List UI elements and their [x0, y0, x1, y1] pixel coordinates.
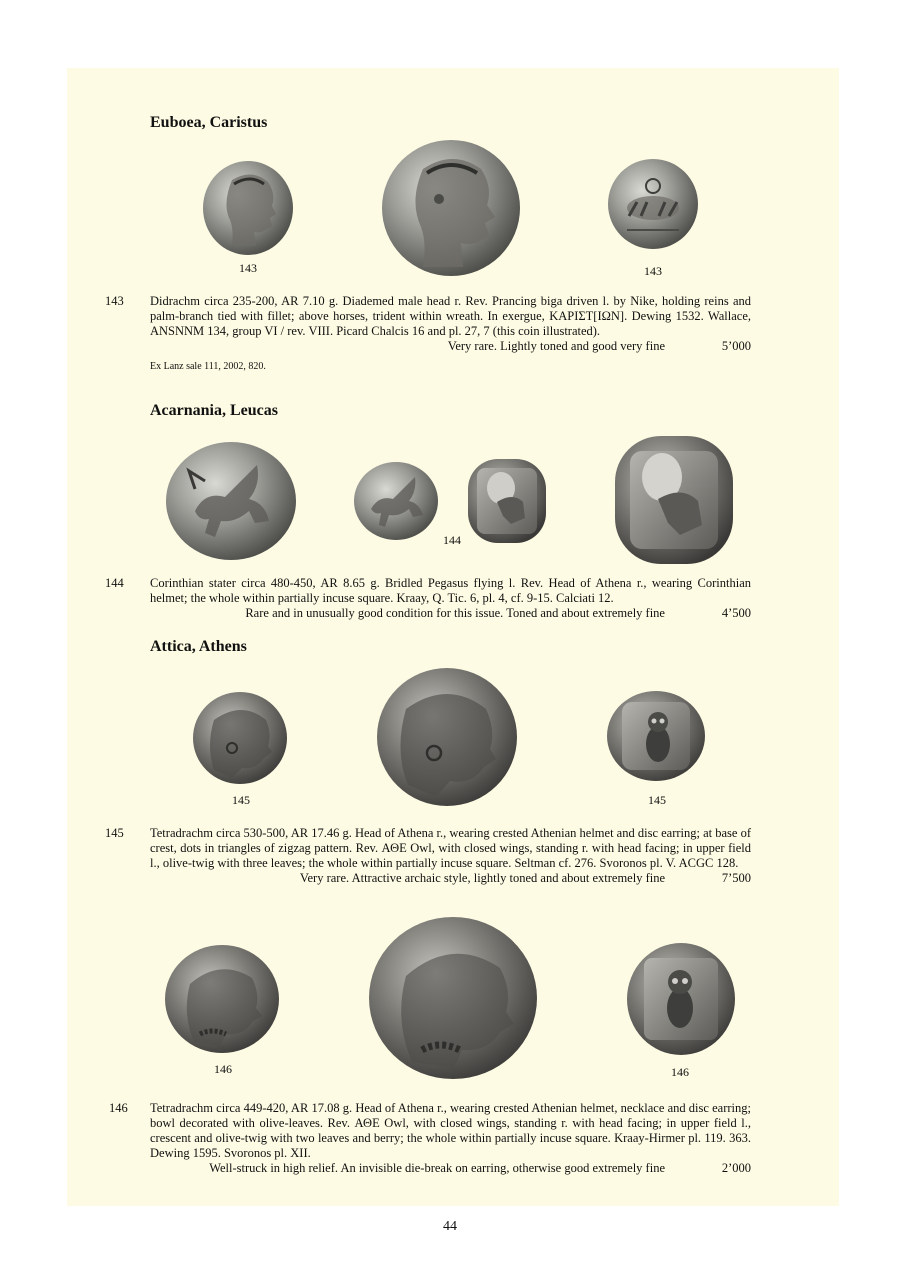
lot-number: 146: [109, 1101, 128, 1115]
coin-146-obverse: [164, 944, 280, 1054]
coin-144-reverse: [467, 458, 547, 544]
lot-description: [150, 576, 751, 621]
lot-grade: Very rare. Attractive archaic style, lightly toned and about extremely fine: [299, 871, 665, 885]
lot-provenance: Ex Lanz sale 111, 2002, 820.: [150, 361, 266, 372]
lot-grade-line: [150, 1161, 751, 1176]
lot-price: 2’000: [721, 1161, 751, 1175]
coin-caption: 146: [214, 1062, 232, 1076]
coin-145-obverse: [192, 690, 288, 786]
coin-caption: 145: [232, 793, 250, 807]
lot-number: 143: [105, 294, 124, 308]
coin-145-reverse: [606, 690, 706, 782]
section-heading-acarnania: Acarnania, Leucas: [150, 402, 278, 419]
lot-grade-line: [150, 871, 751, 886]
lot-description: [150, 826, 751, 886]
lot-description-text: Corinthian stater circa 480-450, AR 8.65 g. Bridled Pegasus flying l. Rev. Head of Athena r., wearing Corinthian helmet; the whole within partially incuse square. Kraay, Q. Tic. 6, pl. 4, cf. 9-15. Calciati 12.: [150, 576, 751, 605]
lot-number: 144: [105, 576, 124, 590]
coin-caption: 146: [671, 1065, 689, 1079]
coin-caption: 143: [239, 261, 257, 275]
coin-144-obverse-enlarged: [165, 441, 297, 561]
page-number: 44: [443, 1219, 457, 1234]
lot-grade: Very rare. Lightly toned and good very fine: [447, 339, 665, 353]
lot-number: 145: [105, 826, 124, 840]
lot-description-text: Didrachm circa 235-200, AR 7.10 g. Diademed male head r. Rev. Prancing biga driven l. by Nike, holding reins and palm-branch tied with fillet; above horses, trident within wreath. In exergue, ΚΑΡΙΣΤ[ΙΩΝ]. Dewing 1532. Wallace, ANSNNM 134, group VI / rev. VIII. Picard Chalcis 16 and pl. 27, 7 (this coin illustrated).: [150, 294, 751, 338]
lot-description-text: Tetradrachm circa 449-420, AR 17.08 g. Head of Athena r., wearing crested Athenian helmet, necklace and disc earring; bowl decorated with olive-leaves. Rev. ΑΘΕ Owl, with closed wings, standing r. with head facing; in upper field l., crescent and olive-twig with two leaves and berry; the whole within partially incuse square. Kraay-Hirmer pl. 119. 363. Dewing 1595. Svoronos pl. XII.: [150, 1101, 751, 1160]
coin-caption: 143: [644, 264, 662, 278]
coin-143-obverse-enlarged: [381, 139, 521, 277]
coin-145-obverse-enlarged: [376, 667, 518, 807]
lot-description: [150, 1101, 751, 1176]
coin-143-reverse: [607, 158, 699, 250]
lot-price: 5’000: [721, 339, 751, 353]
lot-grade-line: [150, 339, 751, 354]
coin-caption: 144: [443, 533, 461, 547]
coin-144-reverse-enlarged: [614, 435, 734, 565]
coin-146-obverse-enlarged: [368, 916, 538, 1080]
coin-caption: 145: [648, 793, 666, 807]
coin-144-obverse: [353, 461, 439, 541]
lot-description-text: Tetradrachm circa 530-500, AR 17.46 g. Head of Athena r., wearing crested Athenian helmet and disc earring; at base of crest, dots in triangles of zigzag pattern. Rev. ΑΘΕ Owl, with closed wings, standing r. with head facing; in upper field l., olive-twig with three leaves; the whole within partially incuse square. Seltman cf. 276. Svoronos pl. V. ACGC 128.: [150, 826, 752, 870]
coin-143-obverse-small: [202, 160, 294, 256]
section-heading-attica: Attica, Athens: [150, 638, 247, 655]
lot-grade-line: [150, 606, 751, 621]
lot-price: 7’500: [721, 871, 751, 885]
lot-description: [150, 294, 751, 354]
lot-grade: Well-struck in high relief. An invisible die-break on earring, otherwise good extremely fine: [209, 1161, 665, 1175]
lot-grade: Rare and in unusually good condition for this issue. Toned and about extremely fine: [245, 606, 665, 620]
section-heading-euboea: Euboea, Caristus: [150, 114, 268, 131]
coin-146-reverse: [626, 942, 736, 1056]
lot-price: 4’500: [721, 606, 751, 620]
